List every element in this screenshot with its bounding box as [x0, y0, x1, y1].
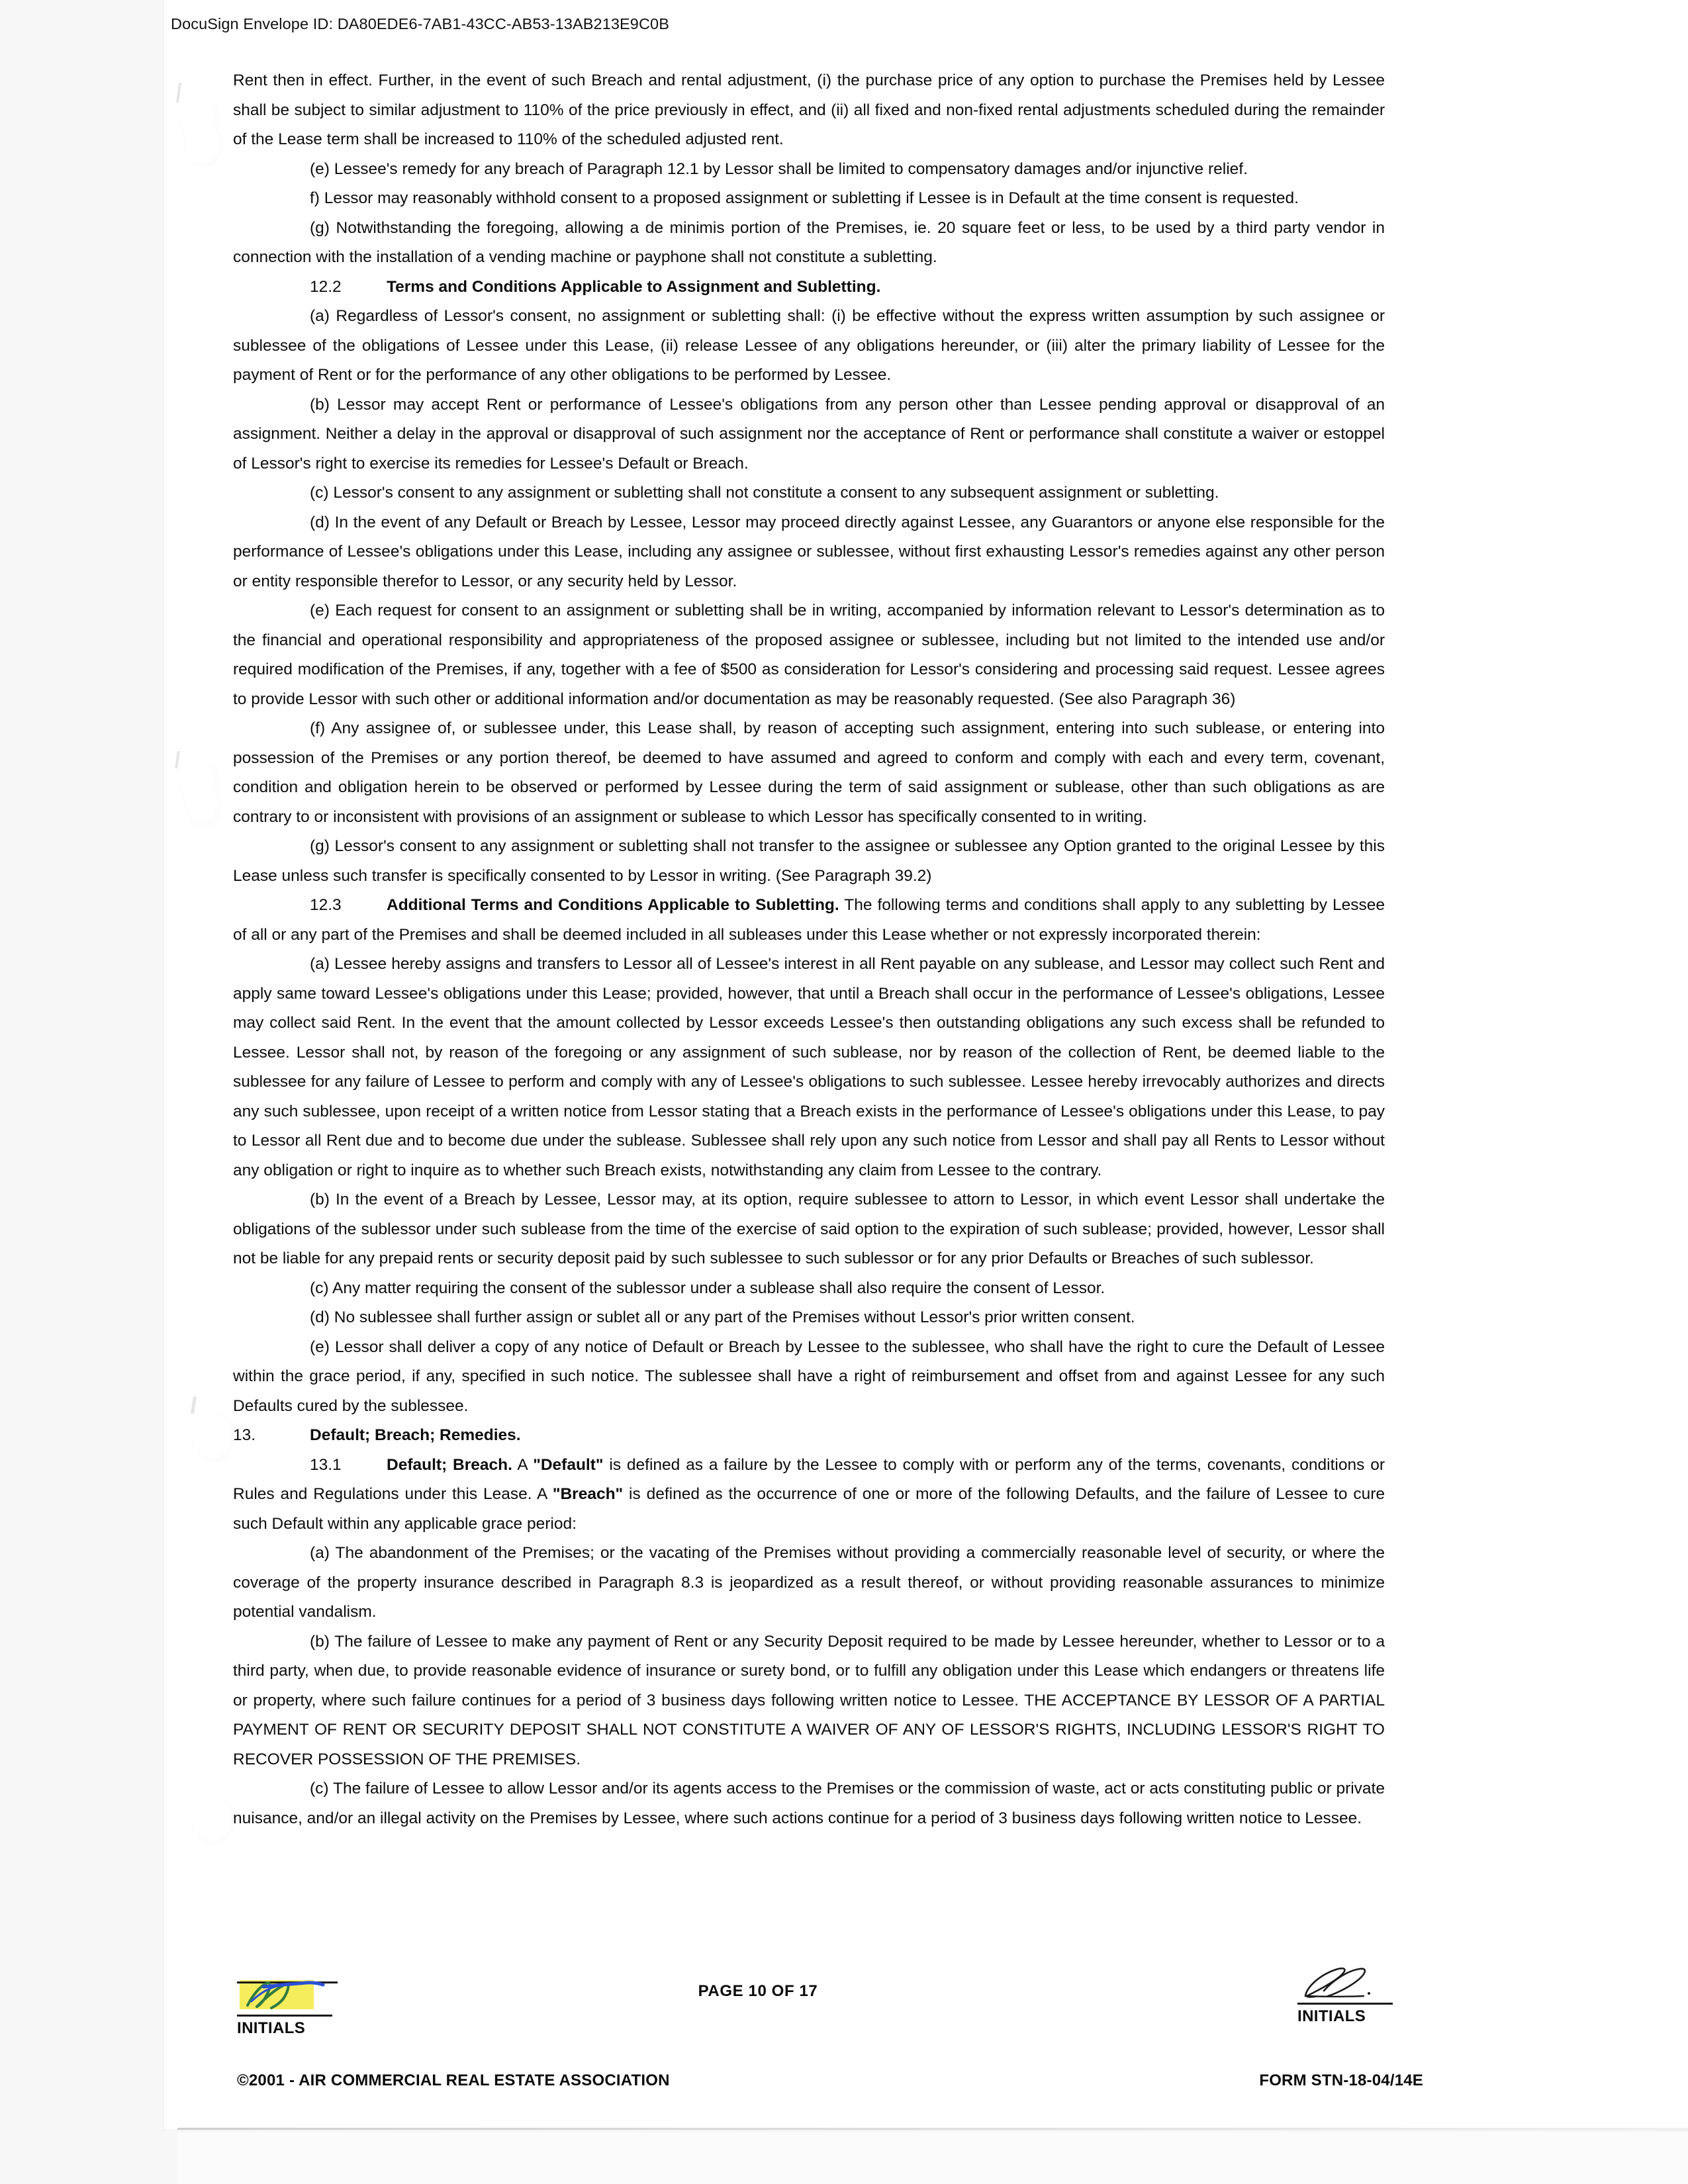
section-12-2-title: Terms and Conditions Applicable to Assignment and Subletting. — [387, 277, 881, 296]
initials-signature-left[interactable] — [237, 1972, 350, 2013]
hole-punch-artifact — [193, 1799, 230, 1840]
hole-punch-artifact — [187, 785, 217, 822]
section-13-number: 13. — [233, 1426, 256, 1444]
section-12-3-heading — [233, 891, 1385, 950]
initials-block-right — [1297, 1960, 1430, 2026]
section-13-1-text-a: A — [512, 1455, 534, 1474]
paragraph-13-1-a: (a) The abandonment of the Premises; or the vacating of the Premises without providing a commercially reasonable level of security, or where the coverage of the property insurance described in Paragraph 8.3 is jeopardized as a result thereof, or without providing reasonable assurances to minimize potential vandalism. — [233, 1544, 1385, 1621]
paragraph-13-1-c: (c) The failure of Lessee to allow Lessor and/or its agents access to the Premises or the commission of waste, act or acts constituting public or private nuisance, and/or an illegal activity on the Premises by Lessee, where such actions continue for a period of 3 business days following written notice to Lessee. — [233, 1780, 1385, 1827]
initials-label-right: INITIALS — [1297, 2007, 1366, 2025]
signature-mark-left — [237, 1972, 350, 2013]
initials-line-left — [237, 2015, 332, 2017]
copyright-notice: ©2001 - AIR COMMERCIAL REAL ESTATE ASSOCIATION — [237, 2071, 670, 2089]
section-12-3-number: 12.3 — [310, 896, 342, 914]
initials-line-right — [1297, 2003, 1393, 2005]
hole-punch-artifact — [193, 1414, 230, 1457]
initials-signature-right[interactable] — [1297, 1960, 1410, 2001]
initials-block-left — [237, 1972, 369, 2038]
paragraph-12-1-e: (e) Lessee's remedy for any breach of Paragraph 12.1 by Lessor shall be limited to compensatory damages and/or injunctive relief. — [310, 159, 1248, 178]
paper-below-area — [177, 2132, 1688, 2184]
paragraph-12-2-d: (d) In the event of any Default or Breach by Lessee, Lessor may proceed directly against Lessee, any Guarantors or anyone else responsible for the performance of Lessee's obligations under this Lease, including any assignee or sublessee, without first exhausting Lessor's remedies against any other person or entity responsible therefor to Lessor, or any security held by Lessor. — [233, 513, 1385, 590]
paragraph-13-1-b: (b) The failure of Lessee to make any payment of Rent or any Security Deposit required to be made by Lessee hereunder, whether to Lessor or to a third party, when due, to provide reasonable evidence of insurance or surety bond, or to fulfill any obligation under this Lease which endangers or threatens life or property, where such failure continues for a period of 3 business days following written notice to Lessee. THE ACCEPTANCE BY LESSOR OF A PARTIAL PAYMENT OF RENT OR SECURITY DEPOSIT SHALL NOT CONSTITUTE A WAIVER OF ANY OF LESSOR'S RIGHTS, INCLUDING LESSOR'S RIGHT TO RECOVER POSSESSION OF THE PREMISES. — [233, 1632, 1385, 1768]
section-12-2-heading — [233, 273, 1385, 302]
section-13-heading — [233, 1421, 1385, 1451]
section-12-3-intro: The following terms and conditions shall apply to any subletting by Lessee of all or any part of the Premises and shall be deemed included in all subleases under this Lease whether or not expressly incorporated therein: — [233, 896, 1385, 944]
paragraph-12-3-b: (b) In the event of a Breach by Lessee, Lessor may, at its option, require sublessee to attorn to Lessor, in which event Lessor shall undertake the obligations of the sublessor under such sublease from the time of the exercise of said option to the expiration of such sublease; provided, however, Lessor shall not be liable for any prepaid rents or security deposit paid by such sublessee to such sublessor or for any prior Defaults or Breaches of such sublessor. — [233, 1191, 1385, 1267]
paragraph-12-2-b: (b) Lessor may accept Rent or performance of Lessee's obligations from any person other than Lessee pending approval or disapproval of an assignment. Neither a delay in the approval or disapproval of such assignment nor the acceptance of Rent or performance shall constitute a waiver or estoppel of Lessor's right to exercise its remedies for Lessee's Default or Breach. — [233, 395, 1385, 473]
initials-label-left: INITIALS — [237, 2019, 306, 2037]
form-number: FORM STN-18-04/14E — [1259, 2071, 1423, 2089]
quoted-term-breach: "Breach" — [552, 1485, 624, 1503]
paragraph-12-3-c: (c) Any matter requiring the consent of the sublessor under a sublease shall also require the consent of Lessor. — [310, 1279, 1105, 1297]
section-13-1-text-b: is defined as a failure by the Lessee to comply with or perform any of the terms, covenants, conditions or Rules and Regulations under this Lease. A — [233, 1455, 1385, 1503]
paragraph-continued: Rent then in effect. Further, in the event of such Breach and rental adjustment, (i) the purchase price of any option to purchase the Premises held by Lessee shall be subject to similar adjustment to 110% of the price previously in effect, and (ii) all fixed and non-fixed rental adjustments scheduled during the remainder of the Lease term shall be increased to 110% of the scheduled adjusted rent. — [233, 71, 1385, 148]
paragraph-12-2-e: (e) Each request for consent to an assignment or subletting shall be in writing, accompanied by information relevant to Lessor's determination as to the financial and operational responsibility and appropriateness of the proposed assignee or sublessee, including but not limited to the intended use and/or required modification of the Premises, if any, together with a fee of $500 as consideration for Lessor's considering and processing said request. Lessee agrees to provide Lessor with such other or additional information and/or documentation as may be reasonably requested. (See also Paragraph 36) — [233, 602, 1385, 708]
paragraph-12-2-c: (c) Lessor's consent to any assignment or subletting shall not constitute a consent to any subsequent assignment or subletting. — [310, 484, 1219, 502]
paragraph-12-2-g: (g) Lessor's consent to any assignment or subletting shall not transfer to the assignee or sublessee any Option granted to the original Lessee by this Lease unless such transfer is specifically consented to by Lessor in writing. (See Paragraph 39.2) — [233, 837, 1385, 885]
paragraph-12-2-f: (f) Any assignee of, or sublessee under, this Lease shall, by reason of accepting such assignment, entering into such sublease, or entering into possession of the Premises or any portion thereof, be deemed to have assumed and agreed to conform and comply with each and every term, covenant, condition and obligation herein to be observed or performed by Lessee during the term of said assignment or sublease, other than such obligations as are contrary to or inconsistent with provisions of an assignment or sublease to which Lessor has specifically consented to in writing. — [233, 719, 1385, 826]
paragraph-12-3-a: (a) Lessee hereby assigns and transfers to Lessor all of Lessee's interest in all Rent payable on any sublease, and Lessor may collect such Rent and apply same toward Lessee's obligations under this Lease; provided, however, that until a Breach shall occur in the performance of Lessee's obligations, Lessee may collect said Rent. In the event that the amount collected by Lessor exceeds Lessee's then outstanding obligations any such excess shall be refunded to Lessee. Lessor shall not, by reason of the foregoing or any assignment of such sublease, nor by reason of the collection of Rent, be deemed liable to the sublessee for any failure of Lessee to perform and comply with any of Lessee's obligations to such sublessee. Lessee hereby irrevocably authorizes and directs any such sublessee, upon receipt of a written notice from Lessor stating that a Breach exists in the performance of Lessee's obligations under this Lease, to pay to Lessor all Rent due and to become due under the sublease. Sublessee shall rely upon any such notice from Lessor and shall pay all Rents to Lessor without any obligation or right to inquire as to whether such Breach exists, notwithstanding any claim from Lessee to the contrary. — [233, 955, 1385, 1179]
hole-punch-artifact — [187, 123, 218, 163]
section-13-1-number: 13.1 — [310, 1455, 342, 1474]
paragraph-12-2-a: (a) Regardless of Lessor's consent, no assignment or subletting shall: (i) be effective without the express written assumption by such assignee or sublessee of the obligations of Lessee under this Lease, (ii) release Lessee of any obligations hereunder, or (iii) alter the primary liability of Lessee for the payment of Rent or for the performance of any other obligations to be performed by Lessee. — [233, 307, 1385, 384]
document-body — [233, 66, 1385, 1833]
signature-mark-right — [1297, 1960, 1410, 2001]
paper-bottom-edge — [177, 2128, 1688, 2130]
section-12-3-title: Additional Terms and Conditions Applicable to Subletting. — [387, 896, 839, 914]
paragraph-12-1-f: f) Lessor may reasonably withhold consent to a proposed assignment or subletting if Lessee is in Default at the time consent is requested. — [310, 189, 1299, 207]
paragraph-12-3-e: (e) Lessor shall deliver a copy of any notice of Default or Breach by Lessee to the sublessee, who shall have the right to cure the Default of Lessee within the grace period, if any, specified in such notice. The sublessee shall have a right of reimbursement and offset from and against Lessee for any such Defaults cured by the sublessee. — [233, 1338, 1385, 1415]
paragraph-12-1-g: (g) Notwithstanding the foregoing, allowing a de minimis portion of the Premises, ie. 20 square feet or less, to be used by a third party vendor in connection with the installation of a vending machine or payphone shall not constitute a subletting. — [233, 218, 1385, 266]
section-13-title: Default; Breach; Remedies. — [310, 1426, 521, 1444]
quoted-term-default: "Default" — [533, 1455, 604, 1474]
section-12-2-number: 12.2 — [310, 277, 342, 296]
section-13-1-title: Default; Breach. — [387, 1455, 512, 1474]
section-13-1-text-c: is defined as the occurrence of one or more of the following Defaults, and the failure of Lessee to cure such Default within any applicable grace period: — [233, 1485, 1385, 1533]
docusign-envelope-id: DocuSign Envelope ID: DA80EDE6-7AB1-43CC-AB53-13AB213E9C0B — [171, 15, 669, 32]
paragraph-12-3-d: (d) No sublessee shall further assign or sublet all or any part of the Premises without Lessor's prior written consent. — [310, 1308, 1135, 1326]
page-number: PAGE 10 OF 17 — [698, 1982, 818, 2000]
section-13-1-paragraph — [233, 1451, 1385, 1539]
